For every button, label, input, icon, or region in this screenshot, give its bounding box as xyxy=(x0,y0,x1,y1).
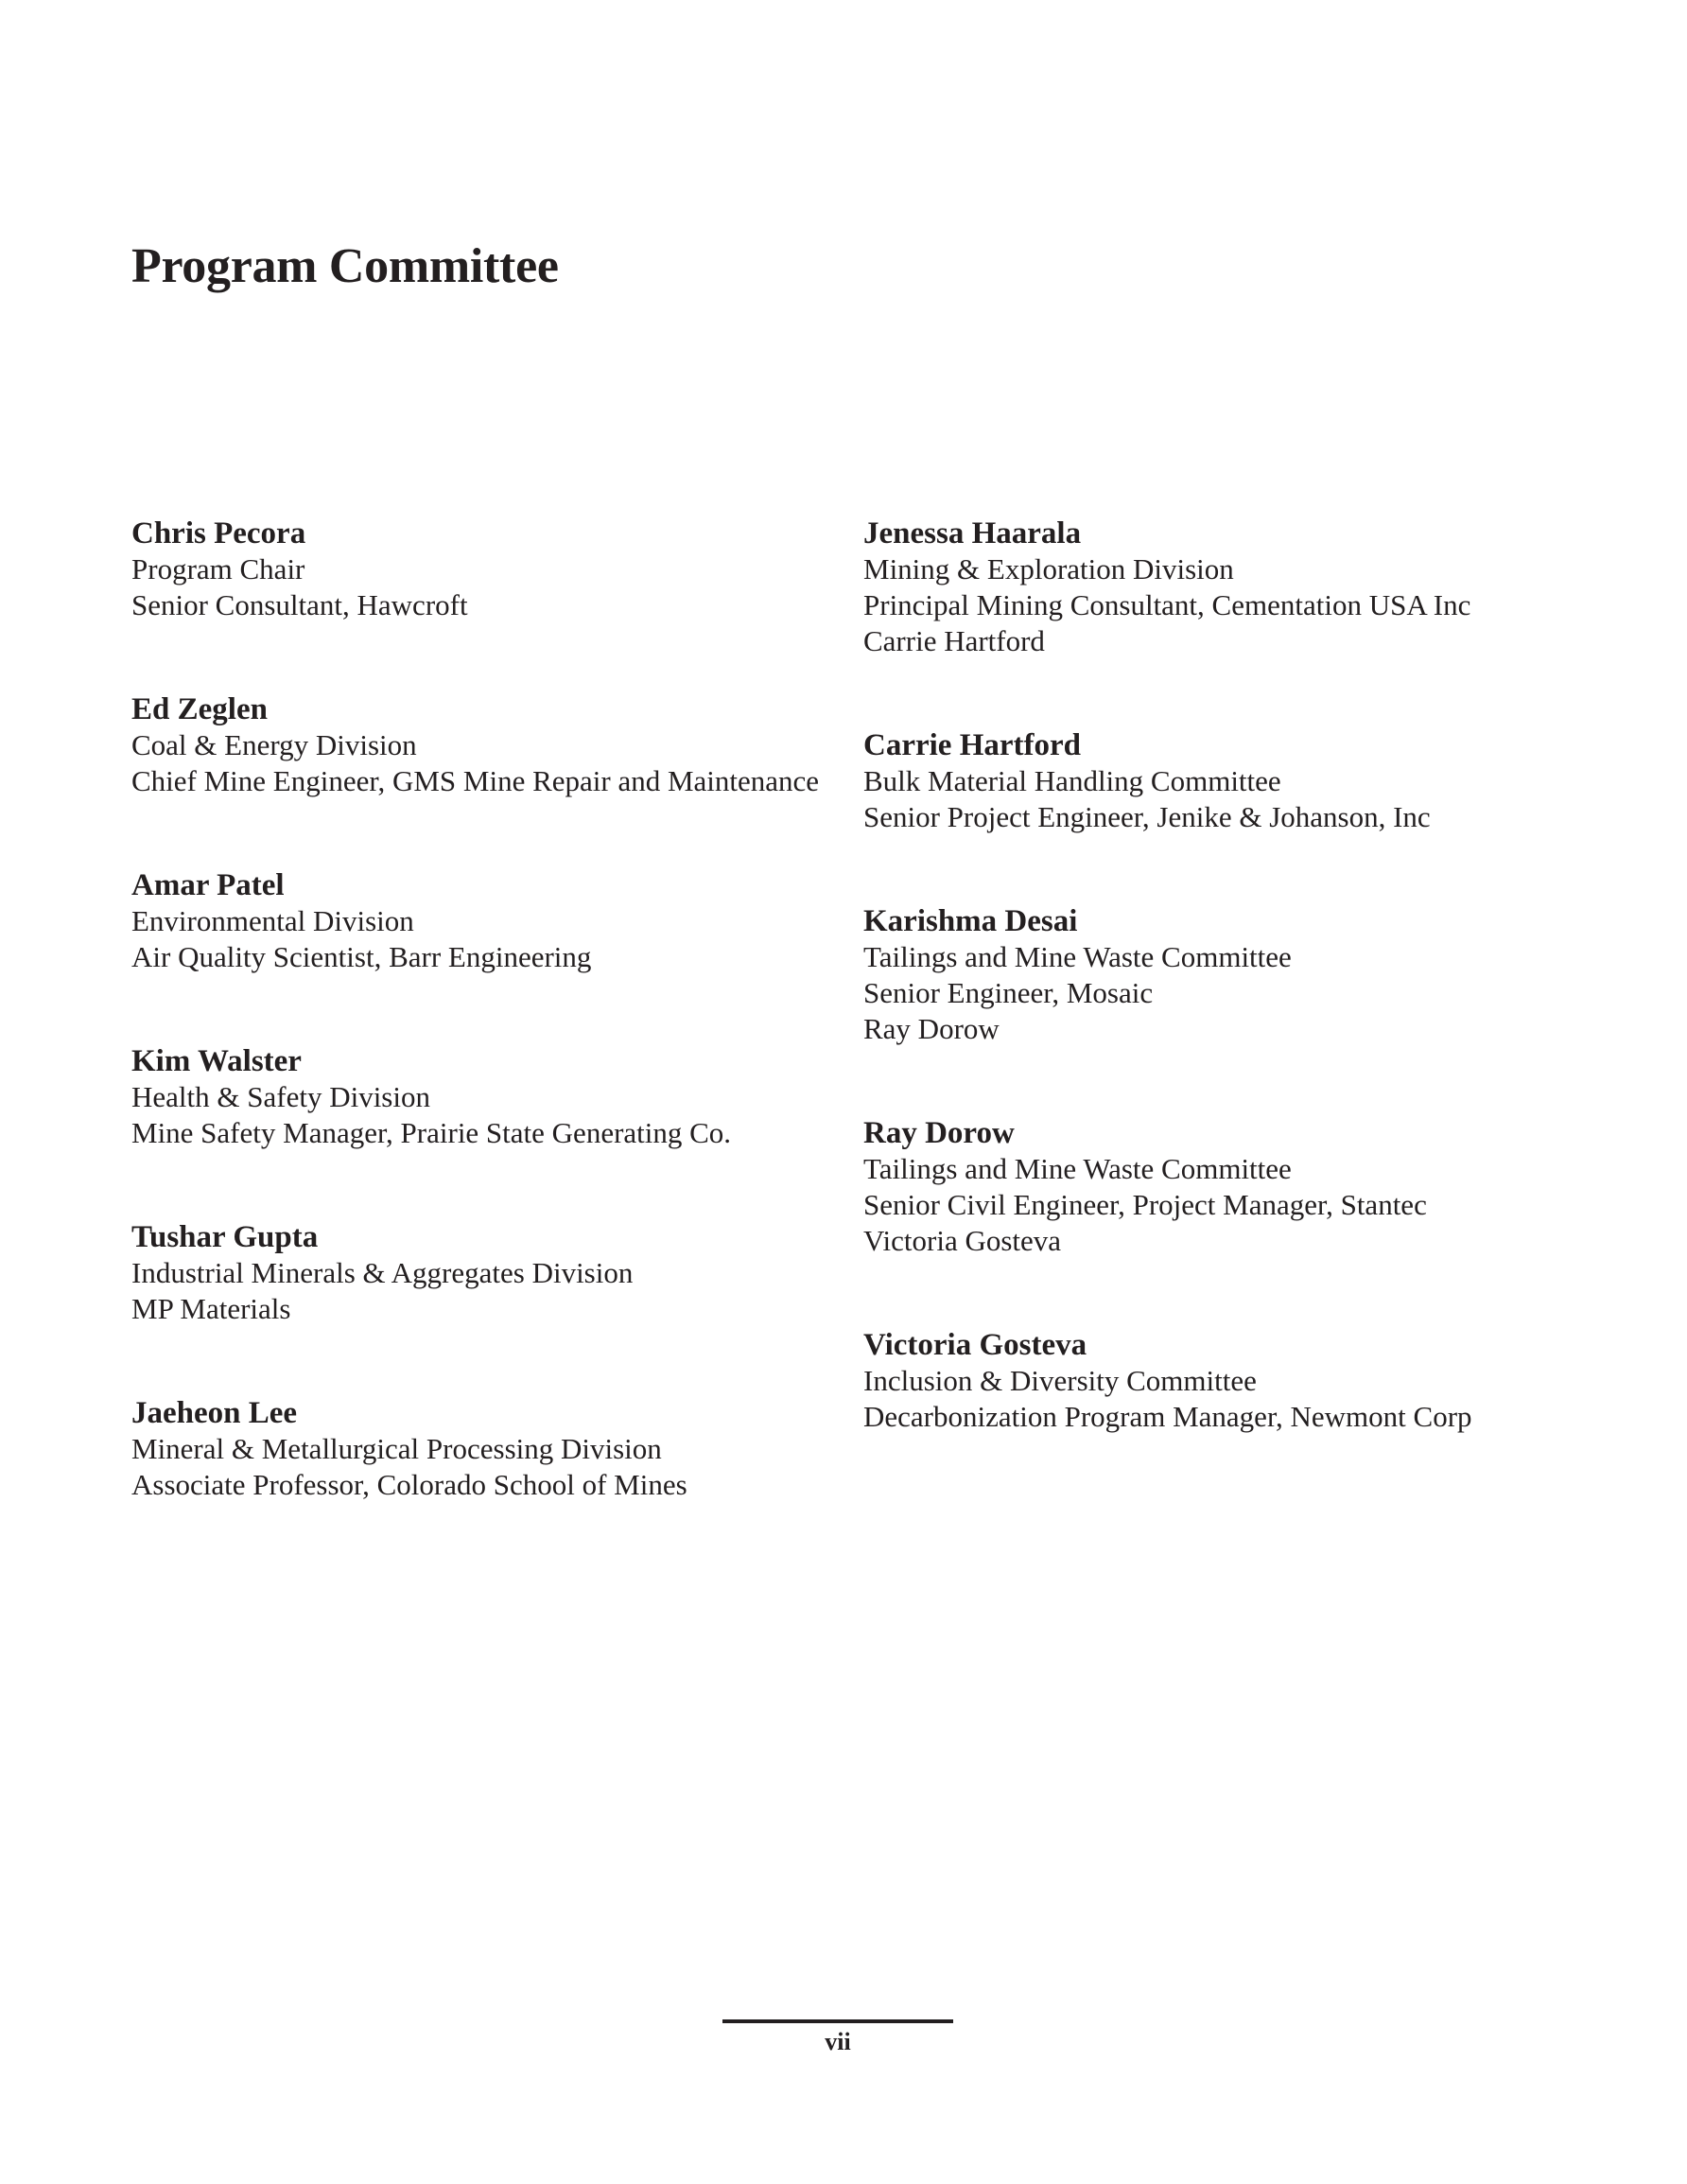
member-role: Inclusion & Diversity Committee xyxy=(863,1364,1257,1397)
member-role: Industrial Minerals & Aggregates Division xyxy=(131,1256,634,1289)
member-affiliation: Senior Project Engineer, Jenike & Johanson, Inc xyxy=(863,800,1431,833)
member-name: Kim Walster xyxy=(131,1044,302,1078)
member-role: Tailings and Mine Waste Committee xyxy=(863,940,1292,973)
member-role: Environmental Division xyxy=(131,904,414,937)
member-name: Ray Dorow xyxy=(863,1116,1015,1150)
committee-member xyxy=(863,1327,1620,1435)
committee-member xyxy=(131,691,850,799)
member-name: Chris Pecora xyxy=(131,516,306,550)
member-name: Victoria Gosteva xyxy=(863,1328,1087,1362)
member-note: Ray Dorow xyxy=(863,1012,1000,1045)
member-role: Bulk Material Handling Committee xyxy=(863,764,1281,797)
member-role: Mining & Exploration Division xyxy=(863,552,1234,585)
footer-divider xyxy=(722,2019,953,2023)
member-affiliation: Senior Consultant, Hawcroft xyxy=(131,588,468,621)
page-number: vii xyxy=(825,2028,851,2055)
member-name: Tushar Gupta xyxy=(131,1220,319,1254)
member-affiliation: Senior Civil Engineer, Project Manager, Stantec xyxy=(863,1188,1427,1221)
committee-member xyxy=(131,515,850,623)
right-column xyxy=(863,515,1620,1435)
member-name: Amar Patel xyxy=(131,868,285,902)
member-note: Victoria Gosteva xyxy=(863,1224,1062,1257)
member-role: Coal & Energy Division xyxy=(131,728,417,761)
member-name: Jenessa Haarala xyxy=(863,516,1082,550)
committee-member xyxy=(863,903,1620,1047)
committee-member xyxy=(131,1043,850,1151)
committee-member xyxy=(863,1115,1620,1259)
left-column xyxy=(131,515,850,1503)
member-role: Health & Safety Division xyxy=(131,1080,430,1113)
member-affiliation: MP Materials xyxy=(131,1292,291,1325)
member-affiliation: Principal Mining Consultant, Cementation USA Inc xyxy=(863,588,1471,621)
committee-member xyxy=(131,1219,850,1327)
committee-member xyxy=(131,1395,850,1503)
committee-member xyxy=(131,867,850,975)
page-title: Program Committee xyxy=(131,239,559,293)
member-affiliation: Associate Professor, Colorado School of Mines xyxy=(131,1468,687,1501)
committee-member xyxy=(863,515,1620,659)
member-name: Karishma Desai xyxy=(863,904,1078,938)
member-affiliation: Senior Engineer, Mosaic xyxy=(863,976,1154,1009)
member-role: Tailings and Mine Waste Committee xyxy=(863,1152,1292,1185)
member-affiliation: Mine Safety Manager, Prairie State Generating Co. xyxy=(131,1116,732,1149)
member-name: Jaeheon Lee xyxy=(131,1396,298,1430)
member-name: Carrie Hartford xyxy=(863,728,1081,762)
member-name: Ed Zeglen xyxy=(131,692,268,726)
member-affiliation: Decarbonization Program Manager, Newmont Corp xyxy=(863,1400,1472,1433)
member-affiliation: Air Quality Scientist, Barr Engineering xyxy=(131,940,592,973)
member-affiliation: Chief Mine Engineer, GMS Mine Repair and Maintenance xyxy=(131,764,820,797)
member-role: Program Chair xyxy=(131,552,305,585)
member-note: Carrie Hartford xyxy=(863,624,1045,657)
committee-member xyxy=(863,727,1620,835)
member-role: Mineral & Metallurgical Processing Division xyxy=(131,1432,662,1465)
